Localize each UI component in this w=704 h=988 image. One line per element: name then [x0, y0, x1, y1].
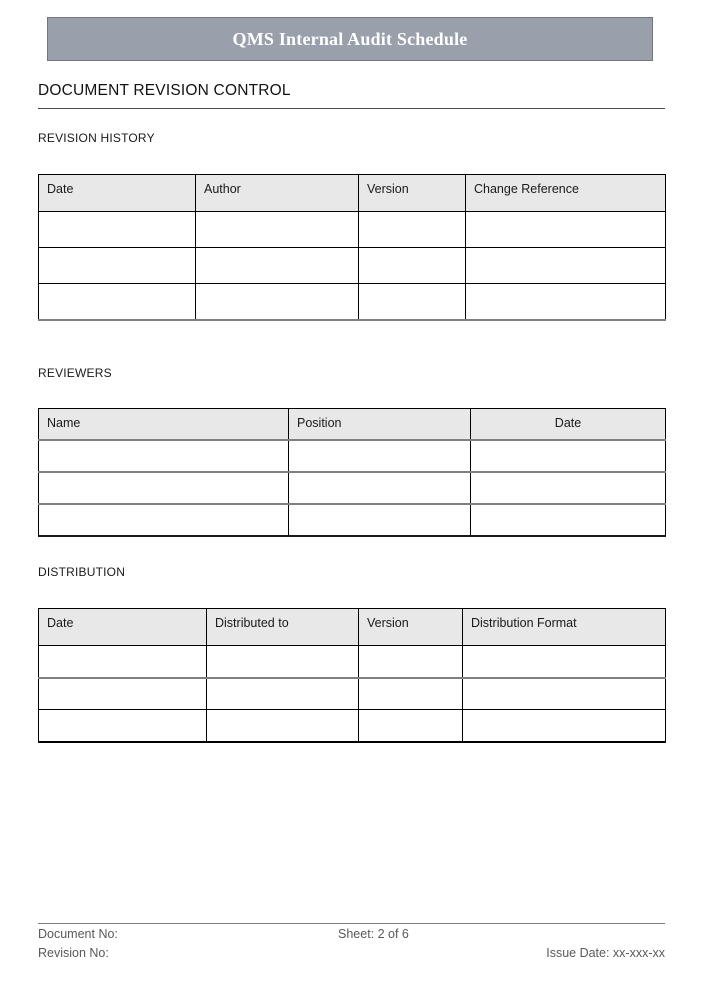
empty-cell[interactable] [196, 248, 359, 284]
empty-cell[interactable] [466, 212, 666, 248]
column-header-date: Date [471, 409, 666, 440]
table-row [39, 710, 666, 742]
empty-cell[interactable] [463, 678, 666, 710]
column-header-date: Date [39, 175, 196, 212]
title-banner [47, 17, 653, 61]
empty-cell[interactable] [463, 710, 666, 742]
document-title: QMS Internal Audit Schedule [232, 28, 468, 49]
empty-cell[interactable] [207, 646, 359, 678]
empty-cell[interactable] [471, 504, 666, 536]
revision-history-label: REVISION HISTORY [38, 131, 155, 145]
empty-cell[interactable] [39, 248, 196, 284]
empty-cell[interactable] [359, 678, 463, 710]
empty-cell[interactable] [39, 440, 289, 472]
table-row [39, 646, 666, 678]
column-header-date: Date [39, 609, 207, 646]
footer-revision-no: Revision No: [38, 946, 109, 960]
empty-cell[interactable] [359, 284, 466, 320]
column-header-position: Position [289, 409, 471, 440]
column-header-version: Version [359, 609, 463, 646]
revision-history-table [38, 174, 666, 321]
empty-cell[interactable] [39, 710, 207, 742]
footer-document-no: Document No: [38, 927, 118, 941]
empty-cell[interactable] [466, 284, 666, 320]
empty-cell[interactable] [207, 678, 359, 710]
column-header-name: Name [39, 409, 289, 440]
empty-cell[interactable] [289, 440, 471, 472]
empty-cell[interactable] [359, 212, 466, 248]
empty-cell[interactable] [471, 440, 666, 472]
column-header-change-reference: Change Reference [466, 175, 666, 212]
table-row [39, 678, 666, 710]
empty-cell[interactable] [39, 504, 289, 536]
empty-cell[interactable] [471, 472, 666, 504]
empty-cell[interactable] [463, 646, 666, 678]
table-row [39, 212, 666, 248]
table-header-row [39, 409, 666, 440]
table-header-row [39, 609, 666, 646]
empty-cell[interactable] [289, 472, 471, 504]
empty-cell[interactable] [39, 212, 196, 248]
distribution-table [38, 608, 666, 743]
table-row [39, 440, 666, 472]
empty-cell[interactable] [39, 284, 196, 320]
column-header-version: Version [359, 175, 466, 212]
empty-cell[interactable] [289, 504, 471, 536]
empty-cell[interactable] [39, 646, 207, 678]
empty-cell[interactable] [39, 472, 289, 504]
table-row [39, 472, 666, 504]
empty-cell[interactable] [466, 248, 666, 284]
empty-cell[interactable] [359, 646, 463, 678]
reviewers-label: REVIEWERS [38, 366, 112, 380]
column-header-author: Author [196, 175, 359, 212]
footer-sheet: Sheet: 2 of 6 [338, 927, 409, 941]
empty-cell[interactable] [196, 212, 359, 248]
footer-divider [38, 923, 665, 924]
table-row [39, 284, 666, 320]
table-row [39, 504, 666, 536]
table-row [39, 248, 666, 284]
reviewers-table [38, 408, 666, 537]
empty-cell[interactable] [196, 284, 359, 320]
empty-cell[interactable] [359, 710, 463, 742]
page-heading: DOCUMENT REVISION CONTROL [38, 82, 665, 109]
column-header-distribution-format: Distribution Format [463, 609, 666, 646]
empty-cell[interactable] [39, 678, 207, 710]
distribution-label: DISTRIBUTION [38, 565, 126, 579]
column-header-distributed-to: Distributed to [207, 609, 359, 646]
footer-issue-date: Issue Date: xx-xxx-xx [546, 946, 665, 960]
empty-cell[interactable] [359, 248, 466, 284]
table-header-row [39, 175, 666, 212]
empty-cell[interactable] [207, 710, 359, 742]
